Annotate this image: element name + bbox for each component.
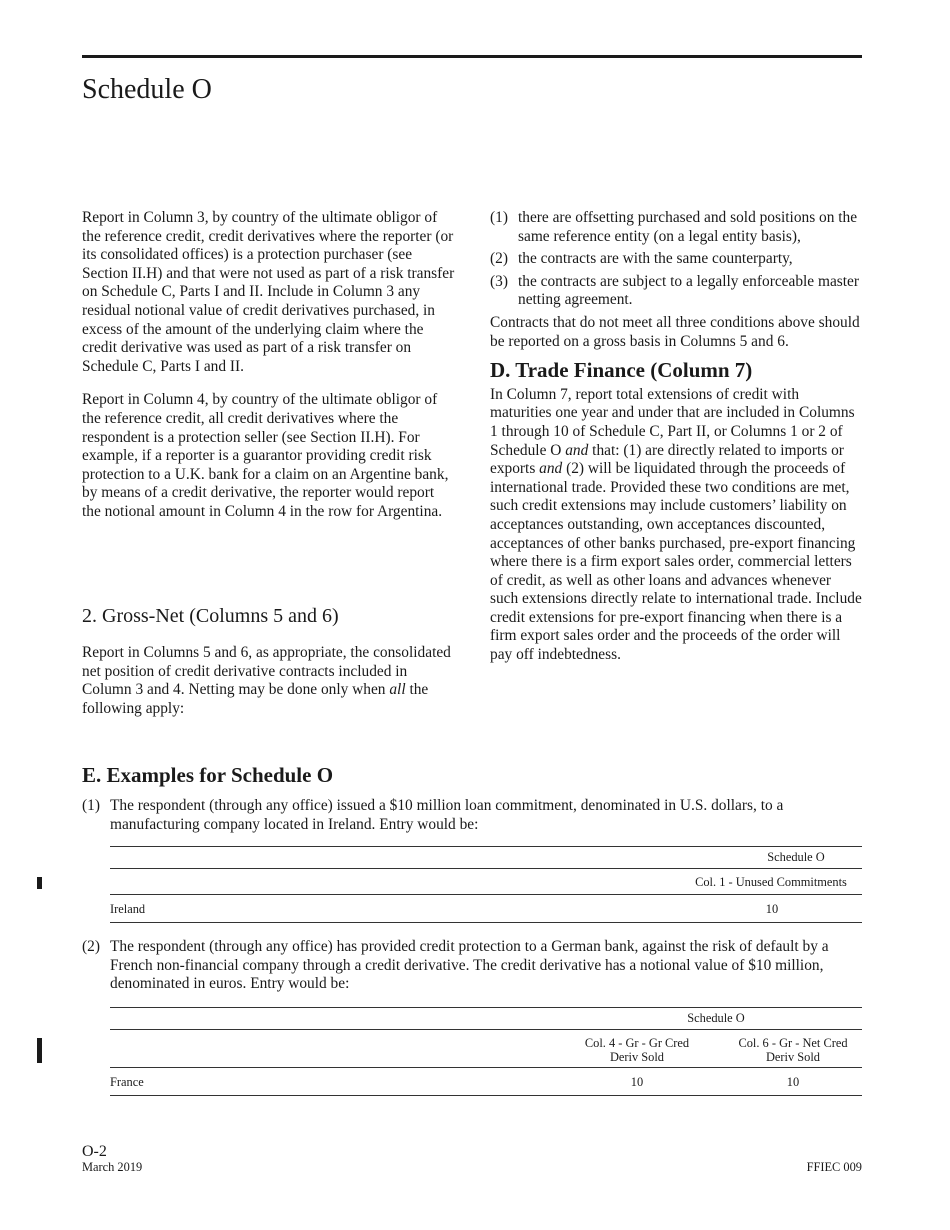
table-column-header: Col. 6 - Gr - Net Cred Deriv Sold	[738, 1036, 848, 1064]
gross-net-paragraph: Report in Columns 5 and 6, as appropriate, the consolidated net position of credit derivative contracts included in Column 3 and 4. Netting may be done only when all the following apply:	[82, 644, 451, 717]
table-rule	[110, 868, 862, 869]
table-rule	[110, 1029, 862, 1030]
table-group-header: Schedule O	[687, 1011, 745, 1025]
netting-conditions-list	[490, 209, 862, 310]
example-1-table	[110, 846, 862, 924]
table-rule	[110, 894, 862, 895]
list-item: (3) the contracts are subject to a legally enforceable master netting agreement.	[490, 272, 859, 309]
list-item: (2) the contracts are with the same counterparty,	[490, 250, 793, 268]
page-number: O-2	[82, 1143, 107, 1160]
table-cell-value: 10	[786, 1075, 800, 1089]
top-rule	[82, 55, 862, 58]
change-bar	[37, 877, 42, 889]
table-rule	[110, 1095, 862, 1096]
table-cell-value: 10	[630, 1075, 644, 1089]
example-1: (1) The respondent (through any office) issued a $10 million loan commitment, denominated in U.S. dollars, to a manufacturing company located in Ireland. Entry would be:	[82, 797, 784, 833]
table-cell-value: 10	[765, 902, 779, 916]
right-column	[490, 209, 862, 665]
footer-date: March 2019	[82, 1160, 143, 1174]
list-item: (1) there are offsetting purchased and sold positions on the same reference entity (on a legal entity basis),	[490, 209, 858, 245]
column3-paragraph: Report in Column 3, by country of the ultimate obligor of the reference credit, credit derivatives where the reporter (or its consolidated offices) is a protection purchaser (see Section II.H) and that were not used as part of a risk transfer on Schedule C, Parts I and II. Include in Column 3 any residual notional value of credit derivatives purchased, in excess of the amount of the underlying claim where the credit derivative was used as part of a risk transfer on Schedule C, Parts I and II.	[82, 209, 455, 375]
table-rule	[110, 846, 862, 847]
page-title: Schedule O	[82, 74, 212, 105]
table-rule	[110, 1067, 862, 1068]
gross-basis-note: Contracts that do not meet all three conditions above should be reported on a gross basis in Columns 5 and 6.	[490, 313, 860, 350]
table-rule	[110, 922, 862, 923]
column4-paragraph: Report in Column 4, by country of the ultimate obligor of the reference credit, all credit derivatives where the respondent is a protection seller (see Section II.H). For example, if a reporter is a guarantor providing credit risk protection to a U.K. bank for a claim on an Argentine bank, by means of a credit derivative, the reporter would report the notional amount in Column 4 in the row for Argentina.	[82, 391, 449, 520]
example-2-table	[110, 1007, 862, 1099]
table-group-header: Schedule O	[767, 850, 825, 864]
table-column-header: Col. 4 - Gr - Gr Cred Deriv Sold	[584, 1036, 690, 1064]
examples-heading: E. Examples for Schedule O	[82, 763, 334, 787]
change-bar	[37, 1038, 42, 1063]
table-row-label: Ireland	[110, 902, 146, 916]
table-row-label: France	[110, 1075, 144, 1089]
trade-finance-paragraph: In Column 7, report total extensions of credit with maturities one year and under that are included in Columns 1 through 10 of Schedule C, Part II, or Columns 1 or 2 of Schedule O and that: (1) are directly related to imports or exports and (2) will be liquidated through the proceeds of international trade. Provided these two conditions are met, such credit extensions may include customers’ liability on acceptances outstanding, own acceptances discounted, acceptances of other banks purchased, pre-export financing where there is a firm export sales order, commercial letters of credit, as well as other loans and advances whenever such extensions directly relate to international trade. Include credit extensions for pre-export financing when there is a firm export sales order and the proceeds of the order will pay off indebtedness.	[490, 385, 862, 664]
form-name: FFIEC 009	[806, 1160, 862, 1174]
left-column	[82, 209, 456, 522]
trade-finance-heading: D. Trade Finance (Column 7)	[490, 358, 753, 383]
table-column-header: Col. 1 - Unused Commitments	[695, 875, 847, 889]
example-2: (2) The respondent (through any office) has provided credit protection to a German bank, against the risk of default by a French non-financial company through a credit derivative. The credit derivative has a notional value of $10 million, denominated in euros. Entry would be:	[82, 938, 829, 993]
table-rule	[110, 1007, 862, 1008]
gross-net-heading: 2. Gross-Net (Columns 5 and 6)	[82, 605, 339, 627]
